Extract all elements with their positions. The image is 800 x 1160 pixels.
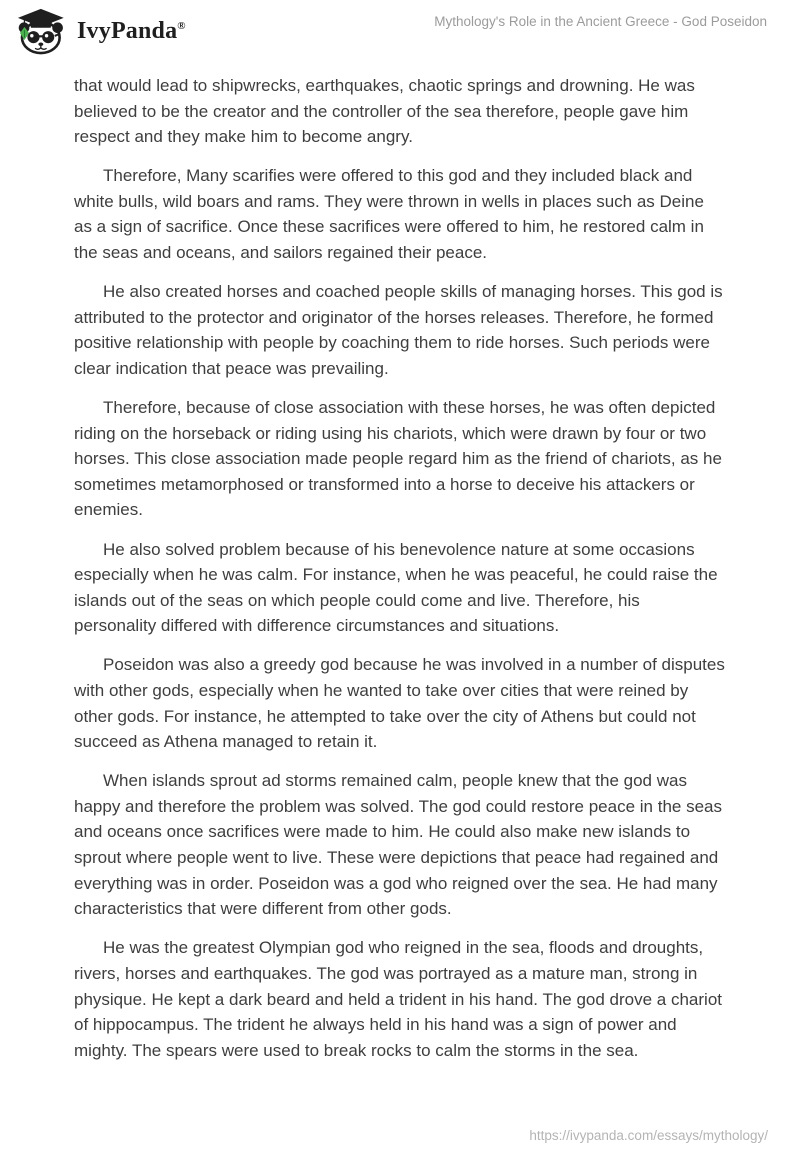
brand-name-text: IvyPanda [77, 17, 178, 44]
ivypanda-panda-graduate-logo-icon [13, 6, 67, 56]
page-header [0, 0, 800, 64]
document-title: Mythology's Role in the Ancient Greece - God Poseidon [434, 14, 767, 29]
registered-trademark-mark: ® [177, 19, 186, 32]
brand-block [13, 6, 186, 56]
essay-paragraph: He was the greatest Olympian god who reigned in the sea, floods and droughts, rivers, horses and earthquakes. The god was portrayed as a mature man, strong in physique. He kept a dark beard and held a trident in his hand. The god drove a chariot of hippocampus. The trident he always held in his hand was a sign of power and mighty. The spears were used to break rocks to calm the storms in the sea. [74, 938, 723, 1060]
essay-paragraph: Therefore, because of close association with these horses, he was often depicted riding on the horseback or riding using his chariots, which were drawn by four or two horses. This close association made people regard him as the friend of chariots, as he sometimes metamorphosed or transformed into a horse to deceive his attackers or enemies. [74, 398, 722, 520]
brand-name [77, 18, 186, 45]
essay-paragraph: When islands sprout ad storms remained calm, people knew that the god was happy and therefore the problem was solved. The god could restore peace in the seas and oceans once sacrifices were made to him. He could also make new islands to sprout where people went to live. These were depictions that peace had regained and everything was in order. Poseidon was a god who reigned over the sea. He had many characteristics that were different from other gods. [74, 771, 722, 919]
essay-paragraph: Poseidon was also a greedy god because he was involved in a number of disputes with other gods, especially when he wanted to take over cities that were reined by other gods. For instance, he attempted to take over the city of Athens but could not succeed as Athena managed to retain it. [74, 655, 725, 752]
essay-paragraph: He also solved problem because of his benevolence nature at some occasions especially when he was calm. For instance, when he was peaceful, he could raise the islands out of the seas on which people could come and live. Therefore, his personality differed with difference circumstances and situations. [74, 539, 718, 636]
essay-paragraph: Therefore, Many scarifies were offered to this god and they included black and white bulls, wild boars and rams. They were thrown in wells in places such as Deine as a sign of sacrifice. Once these sacrifices were offered to him, he restored calm in the seas and oceans, and sailors regained their peace. [74, 166, 704, 263]
source-url-link[interactable]: https://ivypanda.com/essays/mythology/ [529, 1128, 768, 1143]
essay-body [74, 73, 726, 1077]
essay-paragraph: He also created horses and coached people skills of managing horses. This god is attributed to the protector and originator of the horses releases. Therefore, he formed positive relationship with people by coaching them to ride horses. Such periods were clear indication that peace was prevailing. [74, 282, 723, 378]
essay-paragraph: that would lead to shipwrecks, earthquakes, chaotic springs and drowning. He was believed to be the creator and the controller of the sea therefore, people gave him respect and they make him to become angry. [74, 76, 695, 147]
